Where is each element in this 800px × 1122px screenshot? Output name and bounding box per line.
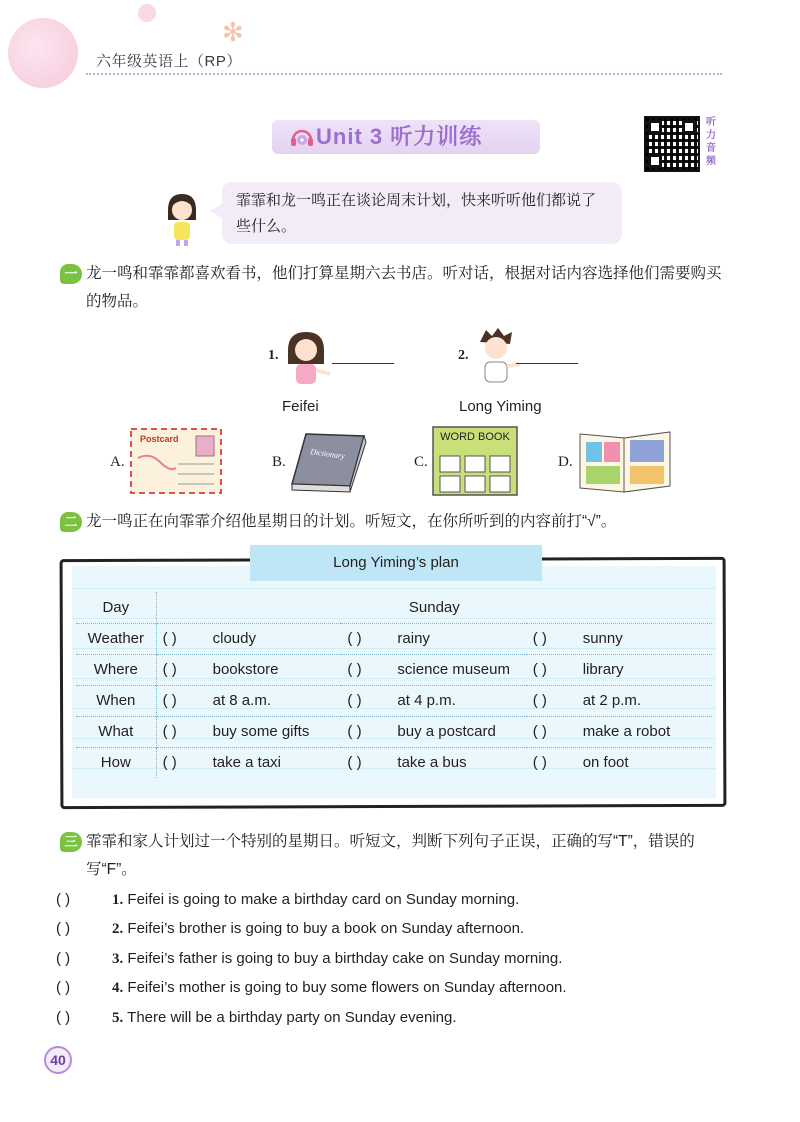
flower-icon: ✻: [222, 17, 244, 47]
answer-blank-2[interactable]: [516, 362, 578, 364]
answer-paren[interactable]: ( ): [56, 920, 71, 937]
item-number-2: 2.: [458, 348, 469, 363]
check-box[interactable]: ( ): [532, 630, 547, 647]
option-text: cloudy: [212, 630, 256, 647]
statement-number: 2.: [112, 921, 124, 937]
option-text: at 8 a.m.: [212, 692, 271, 709]
section-marker-2: 二: [60, 512, 82, 532]
dictionary-text: Dictionary: [309, 447, 346, 461]
decor-petal: [138, 4, 156, 22]
check-box[interactable]: ( ): [532, 754, 547, 772]
section1-instruction: 龙一鸣和霏霏都喜欢看书，他们打算星期六去书店。听对话，根据对话内容选择他们需要购买的物品。: [86, 265, 722, 310]
statement-item: [56, 891, 519, 909]
check-box[interactable]: ( ): [347, 723, 362, 740]
check-box[interactable]: ( ): [532, 692, 547, 709]
option-text: make a robot: [582, 723, 671, 740]
headphones-icon: [290, 126, 314, 148]
table-row: [76, 716, 712, 747]
option-text: science museum: [397, 661, 510, 678]
option-text: on foot: [582, 754, 629, 772]
option-text: buy a postcard: [397, 723, 496, 740]
section-marker-3: 三: [60, 832, 82, 852]
row-label-when: When: [76, 685, 156, 716]
statement-number: 5.: [112, 1010, 124, 1026]
page-number: 40: [44, 1046, 72, 1074]
statement-text: Feifei’s father is going to buy a birthday cake on Sunday morning.: [127, 950, 563, 967]
plan-title: Long Yiming’s plan: [250, 545, 542, 581]
qr-label: 听力音频: [706, 117, 716, 167]
table-row: [76, 592, 712, 623]
section2-instruction: 龙一鸣正在向霏霏介绍他星期日的计划。听短文，在你所听到的内容前打“√”。: [86, 513, 617, 530]
table-row: [76, 654, 712, 685]
option-text: at 2 p.m.: [582, 692, 642, 709]
statement-number: 1.: [112, 892, 124, 908]
comic-book-picture: [578, 428, 672, 494]
plan-table: [76, 592, 712, 778]
option-text: take a bus: [397, 754, 467, 772]
check-box[interactable]: ( ): [347, 692, 362, 709]
check-box[interactable]: ( ): [162, 723, 177, 740]
option-text: at 4 p.m.: [397, 692, 456, 709]
check-box[interactable]: ( ): [347, 754, 362, 772]
long-yiming-picture: [470, 324, 522, 386]
item-number-1: 1.: [268, 348, 279, 363]
check-box[interactable]: ( ): [162, 630, 177, 647]
option-text: sunny: [582, 630, 623, 647]
answer-paren[interactable]: ( ): [56, 979, 71, 996]
check-box[interactable]: ( ): [347, 661, 362, 678]
section-marker-1: 一: [60, 264, 82, 284]
option-text: take a taxi: [212, 754, 281, 772]
book-title: 六年级英语上（RP）: [96, 53, 242, 70]
answer-blank-1[interactable]: [332, 362, 394, 364]
table-row: [76, 623, 712, 654]
row-label-where: Where: [76, 654, 156, 685]
word-book-text: WORD BOOK: [440, 431, 510, 443]
check-box[interactable]: ( ): [532, 661, 547, 678]
statement-item: [56, 920, 524, 938]
statement-text: Feifei is going to make a birthday card on Sunday morning.: [127, 891, 520, 908]
answer-paren[interactable]: ( ): [56, 950, 71, 967]
feifei-picture: [280, 328, 332, 386]
option-letter-d: D.: [558, 454, 573, 470]
option-text: buy some gifts: [212, 723, 310, 740]
check-box[interactable]: ( ): [532, 723, 547, 740]
header-divider: [86, 73, 722, 75]
statement-item: [56, 979, 567, 997]
answer-paren[interactable]: ( ): [56, 891, 71, 908]
statement-text: Feifei’s brother is going to buy a book on Sunday afternoon.: [127, 920, 525, 937]
option-text: rainy: [397, 630, 430, 647]
statement-number: 4.: [112, 980, 124, 996]
person-name-long-yiming: Long Yiming: [459, 398, 542, 415]
option-text: library: [582, 661, 624, 678]
option-letter-a: A.: [110, 454, 125, 470]
statement-item: [56, 950, 562, 968]
postcard-text: Postcard: [140, 434, 179, 444]
row-label-what: What: [76, 716, 156, 747]
postcard-picture: [130, 428, 222, 494]
table-row: [76, 747, 712, 778]
option-letter-b: B.: [272, 454, 286, 470]
option-text: bookstore: [212, 661, 279, 678]
statement-number: 3.: [112, 951, 124, 967]
check-box[interactable]: ( ): [162, 692, 177, 709]
answer-paren[interactable]: ( ): [56, 1009, 71, 1026]
check-box[interactable]: ( ): [162, 754, 177, 772]
person-name-feifei: Feifei: [282, 398, 319, 415]
decor-blossom: [8, 18, 78, 88]
intro-bubble: 霏霏和龙一鸣正在谈论周末计划，快来听听他们都说了些什么。: [222, 182, 622, 244]
row-label-day: Day: [76, 592, 156, 623]
girl-avatar: [160, 190, 204, 246]
row-label-how: How: [76, 747, 156, 778]
section3-instruction: 霏霏和家人计划过一个特别的星期日。听短文，判断下列句子正误，正确的写“T”，错误的写“F”。: [86, 833, 695, 878]
option-letter-c: C.: [414, 454, 428, 470]
table-row: [76, 685, 712, 716]
statement-item: [56, 1009, 457, 1027]
word-book-picture: [432, 426, 518, 496]
row-label-weather: Weather: [76, 623, 156, 654]
check-box[interactable]: ( ): [162, 661, 177, 678]
statement-text: Feifei’s mother is going to buy some flowers on Sunday afternoon.: [127, 979, 567, 996]
qr-code[interactable]: [644, 116, 700, 172]
dictionary-picture: [288, 430, 368, 496]
unit-title: Unit 3 听力训练: [316, 124, 483, 149]
day-value: Sunday: [408, 598, 460, 616]
check-box[interactable]: ( ): [347, 630, 362, 647]
statement-text: There will be a birthday party on Sunday evening.: [127, 1009, 457, 1026]
